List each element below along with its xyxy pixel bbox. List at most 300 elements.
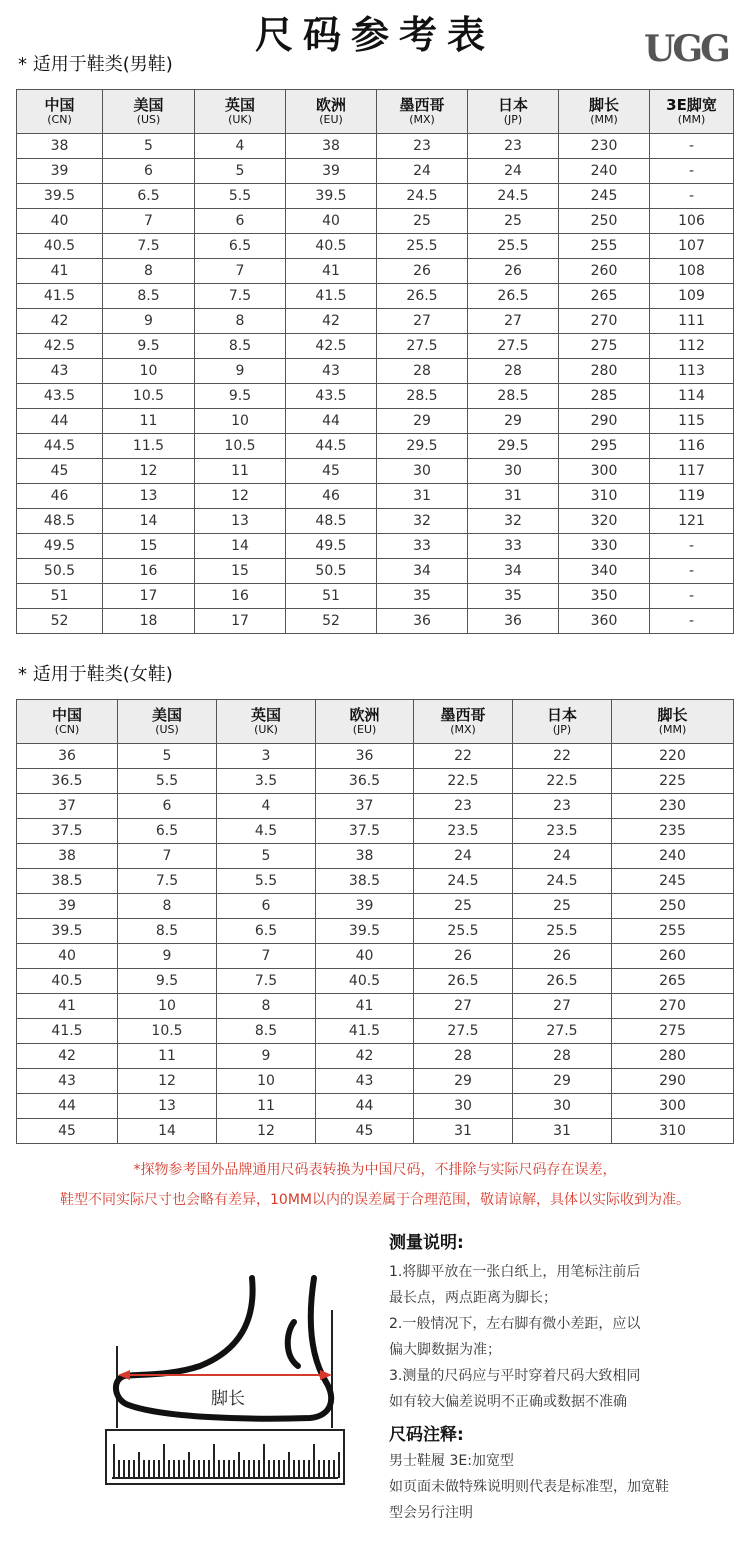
men-section-label: * 适用于鞋类(男鞋)	[18, 54, 173, 75]
table-cell: 255	[559, 234, 650, 259]
table-cell: -	[650, 584, 734, 609]
women-size-table	[16, 699, 734, 1144]
table-cell: 24	[414, 844, 513, 869]
table-cell: 49.5	[286, 534, 377, 559]
table-cell: 7.5	[217, 969, 316, 994]
table-cell: 10.5	[195, 434, 286, 459]
table-cell: 5	[103, 134, 195, 159]
table-row	[17, 309, 734, 334]
table-cell: 230	[612, 794, 734, 819]
table-cell: 8	[118, 894, 217, 919]
table-cell: 25	[414, 894, 513, 919]
table-cell: 240	[612, 844, 734, 869]
table-cell: 36	[316, 744, 414, 769]
header-label: 脚长	[588, 95, 619, 114]
table-cell: 10.5	[118, 1019, 217, 1044]
table-cell: 14	[103, 509, 195, 534]
header-unit: (US)	[136, 112, 161, 126]
men-header-cell	[103, 90, 195, 134]
table-cell: 41.5	[17, 284, 103, 309]
table-row	[17, 534, 734, 559]
table-cell: 265	[559, 284, 650, 309]
men-size-table	[16, 89, 734, 634]
table-row	[17, 869, 734, 894]
table-cell: 37	[316, 794, 414, 819]
table-cell: 30	[414, 1094, 513, 1119]
table-cell: 39.5	[286, 184, 377, 209]
table-cell: 29.5	[468, 434, 559, 459]
table-cell: 45	[316, 1119, 414, 1144]
table-cell: 40	[286, 209, 377, 234]
table-row	[17, 744, 734, 769]
table-cell: 30	[468, 459, 559, 484]
table-cell: 8.5	[103, 284, 195, 309]
notes-text	[389, 1448, 669, 1526]
header-label: 日本	[497, 95, 528, 114]
men-header-cell	[195, 90, 286, 134]
header-label: 墨西哥	[399, 95, 445, 114]
table-cell: 12	[118, 1069, 217, 1094]
women-header-cell	[414, 700, 513, 744]
table-cell: 113	[650, 359, 734, 384]
table-cell: 38	[286, 134, 377, 159]
table-cell: 13	[195, 509, 286, 534]
table-cell: 29	[377, 409, 468, 434]
measure-title: 测量说明:	[389, 1233, 464, 1253]
table-cell: 39	[286, 159, 377, 184]
table-cell: 7	[118, 844, 217, 869]
table-cell: 8.5	[195, 334, 286, 359]
women-header-cell	[612, 700, 734, 744]
table-cell: 25.5	[468, 234, 559, 259]
header-unit: (JP)	[552, 722, 572, 736]
table-cell: 41.5	[17, 1019, 118, 1044]
foot-measurement-diagram	[100, 1270, 350, 1486]
header-label: 中国	[51, 705, 82, 724]
table-cell: 4	[217, 794, 316, 819]
table-row	[17, 844, 734, 869]
table-cell: 33	[377, 534, 468, 559]
table-cell: 25.5	[377, 234, 468, 259]
header-unit: (EU)	[319, 112, 343, 126]
women-header-cell	[118, 700, 217, 744]
table-cell: -	[650, 534, 734, 559]
table-cell: 40.5	[17, 234, 103, 259]
table-cell: 225	[612, 769, 734, 794]
table-cell: 116	[650, 434, 734, 459]
table-cell: 45	[17, 1119, 118, 1144]
table-row	[17, 609, 734, 634]
table-cell: 40	[316, 944, 414, 969]
table-cell: 5	[118, 744, 217, 769]
table-cell: 25	[377, 209, 468, 234]
table-cell: 320	[559, 509, 650, 534]
table-row	[17, 919, 734, 944]
table-cell: 280	[612, 1044, 734, 1069]
table-cell: 43	[17, 359, 103, 384]
table-cell: 27	[468, 309, 559, 334]
header-unit: (MX)	[409, 112, 435, 126]
table-cell: 7.5	[195, 284, 286, 309]
table-cell: 26	[377, 259, 468, 284]
table-cell: 36.5	[17, 769, 118, 794]
table-cell: 240	[559, 159, 650, 184]
table-cell: 10.5	[103, 384, 195, 409]
table-cell: 220	[612, 744, 734, 769]
measure-line: 2.一般情况下，左右脚有微小差距，应以	[389, 1316, 641, 1332]
table-row	[17, 769, 734, 794]
table-cell: 112	[650, 334, 734, 359]
table-row	[17, 459, 734, 484]
table-cell: 31	[414, 1119, 513, 1144]
table-cell: 27.5	[414, 1019, 513, 1044]
page-title: 尺码参考表	[254, 13, 495, 57]
table-cell: 38	[316, 844, 414, 869]
table-cell: 285	[559, 384, 650, 409]
header-unit: (MX)	[450, 722, 476, 736]
table-cell: 11	[217, 1094, 316, 1119]
table-cell: 37.5	[316, 819, 414, 844]
table-cell: 38.5	[17, 869, 118, 894]
table-cell: 28	[513, 1044, 612, 1069]
table-cell: 37.5	[17, 819, 118, 844]
table-cell: 7.5	[103, 234, 195, 259]
notes-title: 尺码注释:	[389, 1425, 464, 1445]
table-cell: 39.5	[17, 919, 118, 944]
table-cell: 23	[414, 794, 513, 819]
table-cell: 51	[17, 584, 103, 609]
table-cell: 37	[17, 794, 118, 819]
table-cell: 36	[17, 744, 118, 769]
table-cell: 24.5	[414, 869, 513, 894]
table-cell: 9.5	[103, 334, 195, 359]
table-cell: 29	[513, 1069, 612, 1094]
table-row	[17, 159, 734, 184]
table-cell: 300	[612, 1094, 734, 1119]
table-cell: 6.5	[195, 234, 286, 259]
table-cell: 44.5	[17, 434, 103, 459]
table-cell: 270	[559, 309, 650, 334]
measure-line: 1.将脚平放在一张白纸上，用笔标注前后	[389, 1264, 641, 1280]
table-cell: 31	[377, 484, 468, 509]
table-row	[17, 284, 734, 309]
table-cell: 34	[377, 559, 468, 584]
table-row	[17, 484, 734, 509]
table-row	[17, 559, 734, 584]
table-cell: 42.5	[286, 334, 377, 359]
table-cell: 8	[217, 994, 316, 1019]
table-cell: 245	[612, 869, 734, 894]
table-cell: 26.5	[468, 284, 559, 309]
table-cell: 9	[118, 944, 217, 969]
men-header-cell	[377, 90, 468, 134]
table-cell: 46	[17, 484, 103, 509]
notes-line: 型会另行注明	[389, 1505, 473, 1521]
header-label: 3E脚宽	[666, 95, 717, 114]
table-cell: 250	[612, 894, 734, 919]
table-cell: 24.5	[513, 869, 612, 894]
women-section-label: * 适用于鞋类(女鞋)	[18, 664, 173, 685]
table-cell: 26.5	[414, 969, 513, 994]
table-cell: 48.5	[17, 509, 103, 534]
table-cell: 106	[650, 209, 734, 234]
measure-line: 如有较大偏差说明不正确或数据不准确	[389, 1394, 627, 1410]
table-cell: 12	[103, 459, 195, 484]
table-cell: 42	[17, 1044, 118, 1069]
table-cell: -	[650, 609, 734, 634]
table-cell: 30	[513, 1094, 612, 1119]
table-cell: 50.5	[17, 559, 103, 584]
table-cell: 9.5	[195, 384, 286, 409]
table-row	[17, 894, 734, 919]
table-row	[17, 1119, 734, 1144]
table-cell: 275	[559, 334, 650, 359]
notes-line: 男士鞋履 3E:加宽型	[389, 1453, 514, 1469]
table-cell: 8.5	[118, 919, 217, 944]
table-row	[17, 334, 734, 359]
table-cell: 10	[103, 359, 195, 384]
table-row	[17, 259, 734, 284]
table-cell: 32	[468, 509, 559, 534]
table-cell: 41	[286, 259, 377, 284]
table-cell: 41	[17, 259, 103, 284]
table-cell: 250	[559, 209, 650, 234]
table-cell: 265	[612, 969, 734, 994]
table-cell: 42	[286, 309, 377, 334]
table-cell: 17	[103, 584, 195, 609]
table-cell: 17	[195, 609, 286, 634]
table-row	[17, 1044, 734, 1069]
table-cell: 7	[103, 209, 195, 234]
table-cell: 16	[103, 559, 195, 584]
table-cell: 26	[513, 944, 612, 969]
table-cell: 3.5	[217, 769, 316, 794]
table-cell: 31	[468, 484, 559, 509]
table-cell: 26	[468, 259, 559, 284]
table-cell: 50.5	[286, 559, 377, 584]
table-cell: 10	[118, 994, 217, 1019]
table-cell: 40.5	[316, 969, 414, 994]
table-cell: 275	[612, 1019, 734, 1044]
table-cell: 44	[17, 1094, 118, 1119]
table-cell: -	[650, 159, 734, 184]
table-cell: 16	[195, 584, 286, 609]
table-cell: 27	[513, 994, 612, 1019]
table-cell: 270	[612, 994, 734, 1019]
table-row	[17, 944, 734, 969]
table-cell: 24.5	[377, 184, 468, 209]
table-cell: 117	[650, 459, 734, 484]
table-cell: 8.5	[217, 1019, 316, 1044]
women-header-cell	[316, 700, 414, 744]
table-cell: 29	[414, 1069, 513, 1094]
table-cell: 295	[559, 434, 650, 459]
men-header-row	[17, 90, 734, 134]
table-cell: 4	[195, 134, 286, 159]
brand-logo: UGG	[644, 28, 728, 70]
table-cell: 35	[377, 584, 468, 609]
table-cell: 25.5	[414, 919, 513, 944]
table-row	[17, 1094, 734, 1119]
table-row	[17, 384, 734, 409]
measure-line: 3.测量的尺码应与平时穿着尺码大致相同	[389, 1368, 641, 1384]
table-cell: 23	[513, 794, 612, 819]
table-cell: 42.5	[17, 334, 103, 359]
table-cell: 6.5	[103, 184, 195, 209]
table-cell: 52	[17, 609, 103, 634]
table-cell: 38.5	[316, 869, 414, 894]
table-cell: 52	[286, 609, 377, 634]
foot-length-label: 脚长	[211, 1389, 245, 1409]
table-cell: 43	[316, 1069, 414, 1094]
table-cell: 39	[316, 894, 414, 919]
table-cell: 9	[103, 309, 195, 334]
table-cell: 7	[195, 259, 286, 284]
table-cell: 230	[559, 134, 650, 159]
table-cell: 6	[103, 159, 195, 184]
table-row	[17, 134, 734, 159]
table-cell: 36.5	[316, 769, 414, 794]
table-cell: 340	[559, 559, 650, 584]
table-cell: -	[650, 134, 734, 159]
table-row	[17, 409, 734, 434]
table-cell: 290	[559, 409, 650, 434]
table-cell: 13	[103, 484, 195, 509]
table-cell: 28.5	[468, 384, 559, 409]
table-cell: 28.5	[377, 384, 468, 409]
table-row	[17, 359, 734, 384]
table-cell: 27.5	[468, 334, 559, 359]
table-cell: 43	[286, 359, 377, 384]
table-cell: 34	[468, 559, 559, 584]
measure-line: 最长点，两点距离为脚长；	[389, 1290, 557, 1306]
header-unit: (MM)	[658, 722, 687, 736]
measure-instructions	[389, 1259, 640, 1415]
table-cell: 10	[217, 1069, 316, 1094]
table-cell: 22.5	[414, 769, 513, 794]
table-cell: 360	[559, 609, 650, 634]
table-cell: 5	[195, 159, 286, 184]
header-unit: (EU)	[352, 722, 377, 736]
table-cell: 46	[286, 484, 377, 509]
table-cell: 35	[468, 584, 559, 609]
table-cell: 330	[559, 534, 650, 559]
table-cell: 108	[650, 259, 734, 284]
table-cell: 111	[650, 309, 734, 334]
table-cell: 40	[17, 944, 118, 969]
disclaimer-line-1: *探物参考国外品牌通用尺码表转换为中国尺码，不排除与实际尺码存在误差，	[133, 1162, 617, 1178]
table-cell: 24.5	[468, 184, 559, 209]
table-cell: 27	[377, 309, 468, 334]
table-cell: 44.5	[286, 434, 377, 459]
table-cell: 115	[650, 409, 734, 434]
table-cell: 107	[650, 234, 734, 259]
table-cell: 3	[217, 744, 316, 769]
table-row	[17, 509, 734, 534]
table-cell: 6	[217, 894, 316, 919]
table-row	[17, 184, 734, 209]
header-unit: (MM)	[590, 112, 618, 126]
table-cell: 25	[468, 209, 559, 234]
table-row	[17, 1069, 734, 1094]
table-cell: 9.5	[118, 969, 217, 994]
header-label: 英国	[250, 705, 281, 724]
header-unit: (JP)	[503, 112, 523, 126]
table-cell: 12	[195, 484, 286, 509]
table-cell: 14	[118, 1119, 217, 1144]
table-cell: -	[650, 559, 734, 584]
header-label: 脚长	[657, 705, 688, 724]
table-cell: 7.5	[118, 869, 217, 894]
table-cell: 28	[468, 359, 559, 384]
table-cell: 13	[118, 1094, 217, 1119]
table-cell: -	[650, 184, 734, 209]
header-label: 欧洲	[349, 705, 380, 724]
table-cell: 10	[195, 409, 286, 434]
table-cell: 310	[612, 1119, 734, 1144]
table-cell: 114	[650, 384, 734, 409]
table-row	[17, 1019, 734, 1044]
table-cell: 23	[468, 134, 559, 159]
table-cell: 49.5	[17, 534, 103, 559]
table-cell: 260	[559, 259, 650, 284]
table-cell: 24	[468, 159, 559, 184]
table-cell: 44	[17, 409, 103, 434]
header-unit: (UK)	[228, 112, 252, 126]
women-header-row	[17, 700, 734, 744]
table-cell: 43	[17, 1069, 118, 1094]
table-cell: 48.5	[286, 509, 377, 534]
table-row	[17, 819, 734, 844]
table-row	[17, 969, 734, 994]
table-cell: 5.5	[195, 184, 286, 209]
header-unit: (CN)	[54, 722, 80, 736]
table-cell: 11	[103, 409, 195, 434]
table-cell: 5	[217, 844, 316, 869]
table-cell: 290	[612, 1069, 734, 1094]
table-cell: 27.5	[377, 334, 468, 359]
table-cell: 22.5	[513, 769, 612, 794]
men-header-cell	[559, 90, 650, 134]
table-cell: 11.5	[103, 434, 195, 459]
table-cell: 25	[513, 894, 612, 919]
table-cell: 26.5	[513, 969, 612, 994]
table-cell: 45	[17, 459, 103, 484]
table-cell: 255	[612, 919, 734, 944]
table-cell: 30	[377, 459, 468, 484]
table-cell: 24	[513, 844, 612, 869]
header-label: 欧洲	[315, 95, 346, 114]
table-cell: 32	[377, 509, 468, 534]
table-cell: 18	[103, 609, 195, 634]
measure-line: 偏大脚数据为准；	[389, 1342, 501, 1358]
header-unit: (UK)	[254, 722, 278, 736]
table-cell: 22	[513, 744, 612, 769]
table-cell: 29.5	[377, 434, 468, 459]
table-cell: 9	[217, 1044, 316, 1069]
header-unit: (US)	[155, 722, 179, 736]
table-cell: 27.5	[513, 1019, 612, 1044]
header-label: 中国	[44, 95, 75, 114]
table-cell: 39.5	[17, 184, 103, 209]
table-row	[17, 209, 734, 234]
header-label: 英国	[224, 95, 255, 114]
table-cell: 121	[650, 509, 734, 534]
table-cell: 235	[612, 819, 734, 844]
women-header-cell	[17, 700, 118, 744]
table-cell: 41.5	[286, 284, 377, 309]
header-unit: (MM)	[677, 112, 706, 126]
